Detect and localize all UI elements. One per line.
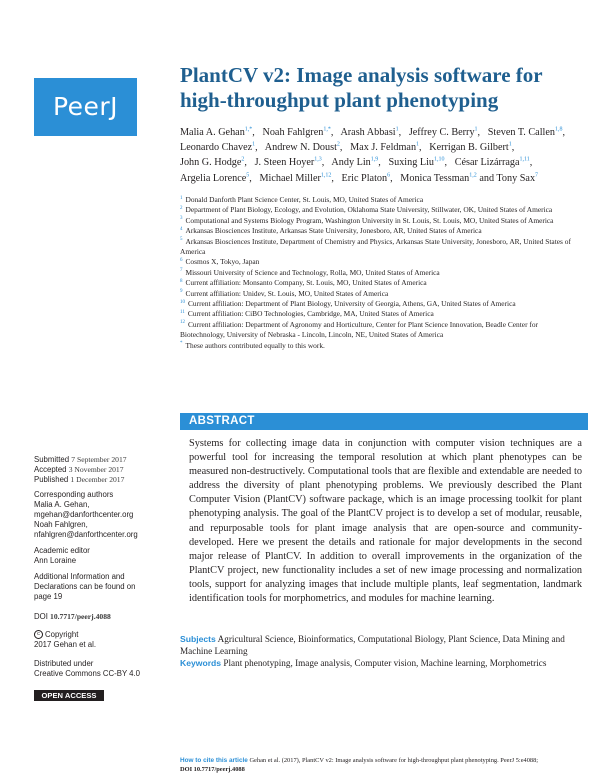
- affiliation-item: [180, 289, 580, 299]
- footer-doi[interactable]: DOI 10.7717/peerj.4088: [180, 765, 245, 773]
- citation-footer: [180, 757, 580, 774]
- abstract-heading: ABSTRACT: [189, 415, 255, 427]
- affiliation-number: 11: [180, 310, 185, 315]
- subjects-line: [180, 633, 580, 657]
- article-title: PlantCV v2: Image analysis software for high-throughput plant phenotyping: [180, 63, 543, 112]
- subjects-label: Subjects: [180, 634, 216, 644]
- author-name: John G. Hodge: [180, 157, 242, 169]
- affiliation-item: [180, 320, 580, 341]
- license-line-1: Distributed under: [34, 659, 94, 668]
- keywords-line: [180, 657, 580, 669]
- author-affiliation-marker: 1,3: [314, 157, 322, 164]
- author-affiliation-marker: 1: [395, 126, 399, 133]
- author-affiliation-marker: 2: [336, 141, 340, 148]
- corresponding-email-2[interactable]: nfahlgren@danforthcenter.org: [34, 530, 138, 539]
- author-affiliation-marker: 1,9: [370, 157, 379, 164]
- abstract-body: Systems for collecting image data in conjunction with computer vision techniques are a powerful tool for increasing the temporal resolution at which plant phenotypes can be measured non-destructively. Computational tools that are flexible and extendable are needed to address the diversity of plant phenotyping problems. We previously described the Plant Computer Vision (PlantCV) software package, which is an image processing toolkit for plant phenotyping analysis. The goal of the PlantCV project is to develop a set of modular, reusable, and repurposable tools for plant image analysis that are open-source and community-developed. Here we present the details and rationale for major developments in the second major release of PlantCV. In addition to overall improvements in the organization of the PlantCV project, new functionality includes a set of new image processing and normalization tools, support for analyzing images that include multiple plants, leaf segmentation, landmark identification tools for morphometrics, and modules for machine learning.: [189, 438, 582, 605]
- affiliation-number: 10: [180, 299, 185, 305]
- affiliation-text: Current affiliation: Monsanto Company, St. Louis, MO, United States of America: [185, 278, 427, 288]
- subjects-text: Agricultural Science, Bioinformatics, Computational Biology, Plant Science, Data Mining and Machine Learning: [180, 634, 565, 656]
- author-affiliation-marker: 1: [252, 141, 256, 148]
- author-name: Leonardo Chavez: [180, 142, 253, 154]
- affiliation-number: *: [180, 341, 183, 347]
- keywords-label: Keywords: [180, 658, 222, 668]
- author-affiliation-marker: 1: [474, 126, 478, 133]
- author-name: Eric Platon: [341, 172, 388, 184]
- author-name: Andrew N. Doust: [264, 142, 337, 154]
- author-name: Arash Abbasi: [340, 127, 396, 138]
- submitted-label: Submitted: [34, 455, 70, 464]
- copyright-label: Copyright: [45, 630, 79, 639]
- author-list: Malia A. Gehan$^{1,*}$, Noah Fahlgren$^{1,*}$, Arash Abbasi$^1$, Jeffrey C. Berry$^1$, Steven T. Callen$^{1,8}$, Leonardo Chavez$^1$, Andrew N. Doust$^2$, Max J. Feldman$^1$, Kerrigan B. Gilbert$^1$, John G. Hodge$^2$, J. Steen Hoyer$^{1,3}$, Andy Lin$^{1,9}$, Suxing Liu$^{1,10}$, César Lizárraga$^{1,11}$, Argelia Lorence$^5$, Michael Miller$^{1,12}$, Eric Platon$^6$, Monica Tessman$^{1,2}$ and Tony Sax$^7$: [180, 126, 571, 184]
- affiliation-number: 5: [180, 237, 183, 243]
- affiliation-number: 7: [180, 268, 183, 274]
- corresponding-author-1: Malia A. Gehan,: [34, 500, 90, 509]
- author-name: César Lizárraga: [454, 157, 520, 169]
- affiliation-number: 4: [180, 226, 183, 232]
- doi-line[interactable]: [34, 612, 174, 622]
- affiliation-text: Current affiliation: CiBO Technologies, Cambridge, MA, United States of America: [187, 309, 434, 319]
- author-affiliation-marker: 1,11: [519, 157, 530, 164]
- author-name: Argelia Lorence: [180, 172, 247, 184]
- peerj-logo-text: PeerJ: [52, 92, 119, 121]
- author-name: Suxing Liu: [388, 157, 435, 169]
- affiliation-item: [180, 299, 580, 309]
- affiliation-number: 1: [180, 195, 183, 201]
- affiliation-text: Department of Plant Biology, Ecology, and Evolution, Oklahoma State University, Stillwater, OK, United States of America: [185, 205, 553, 215]
- copyright-text: 2017 Gehan et al.: [34, 640, 96, 649]
- author-name: Malia A. Gehan: [180, 127, 245, 138]
- published-line: [34, 475, 174, 485]
- affiliation-text: Missouri University of Science and Technology, Rolla, MO, United States of America: [185, 267, 440, 277]
- copyright-icon: c: [34, 630, 43, 639]
- affiliation-number: 8: [180, 278, 183, 284]
- author-name: Kerrigan B. Gilbert: [429, 142, 509, 154]
- author-affiliation-marker: 1,*: [244, 126, 253, 133]
- affiliation-text: Cosmos X, Tokyo, Japan: [185, 257, 260, 267]
- copyright-line: [34, 630, 174, 640]
- author-name: J. Steen Hoyer: [254, 157, 315, 169]
- affiliation-item: [180, 216, 580, 226]
- additional-info[interactable]: Additional Information and Declarations can be found on page 19: [34, 572, 136, 601]
- author-name: Tony Sax: [496, 172, 536, 184]
- author-affiliation-marker: 6: [387, 172, 391, 179]
- affiliation-number: 3: [180, 216, 183, 222]
- author-name: Noah Fahlgren: [262, 127, 324, 138]
- editor-name: Ann Loraine: [34, 556, 77, 565]
- cite-label: How to cite this article: [180, 757, 248, 764]
- affiliation-item: [180, 268, 580, 278]
- affiliation-list: [180, 195, 580, 351]
- author-affiliation-marker: 7: [535, 172, 539, 179]
- author-affiliation-marker: 5: [246, 172, 250, 179]
- affiliation-item: [180, 237, 580, 258]
- author-affiliation-marker: 1,*: [323, 126, 331, 133]
- corresponding-author-2: Noah Fahlgren,: [34, 520, 88, 529]
- affiliation-number: 6: [180, 257, 183, 263]
- author-affiliation-marker: 1,8: [554, 126, 563, 133]
- accepted-date: 3 November 2017: [68, 465, 124, 474]
- affiliation-item: [180, 257, 580, 267]
- license-line-2[interactable]: Creative Commons CC-BY 4.0: [34, 669, 141, 678]
- author-name: Andy Lin: [331, 157, 371, 169]
- author-name: Max J. Feldman: [350, 142, 417, 154]
- affiliation-text: Arkansas Biosciences Institute, Arkansas State University, Jonesboro, AR, United States of America: [185, 226, 482, 236]
- keywords-text: Plant phenotyping, Image analysis, Computer vision, Machine learning, Morphometrics: [223, 658, 547, 668]
- author-affiliation-marker: 1,12: [320, 172, 332, 179]
- submitted-line: [34, 455, 174, 465]
- corresponding-email-1[interactable]: mgehan@danforthcenter.org: [34, 510, 134, 519]
- author-affiliation-marker: 1,2: [469, 172, 477, 179]
- corresponding-heading: Corresponding authors: [34, 490, 114, 499]
- affiliation-item: [180, 226, 580, 236]
- affiliation-number: 9: [180, 289, 183, 295]
- doi-label: DOI: [34, 612, 48, 621]
- author-affiliation-marker: 2: [241, 157, 245, 164]
- affiliation-text: Donald Danforth Plant Science Center, St. Louis, MO, United States of America: [185, 195, 424, 204]
- affiliation-item: [180, 309, 580, 319]
- affiliation-text: Current affiliation: Unidev, St. Louis, MO, United States of America: [185, 288, 389, 298]
- affiliation-text: Current affiliation: Department of Plant Biology, University of Georgia, Athens, GA, United States of America: [188, 299, 516, 309]
- accepted-line: [34, 465, 174, 475]
- submitted-date: 7 September 2017: [71, 455, 127, 464]
- cite-text: Gehan et al. (2017), PlantCV v2: Image analysis software for high-throughput plant phenotyping. PeerJ 5:e4088;: [249, 757, 539, 764]
- author-name: Monica Tessman: [400, 172, 470, 184]
- affiliation-number: 2: [180, 205, 183, 211]
- affiliation-item: [180, 278, 580, 288]
- author-and: and: [479, 172, 495, 184]
- affiliation-text: Arkansas Biosciences Institute, Department of Chemistry and Physics, Arkansas State University, Jonesboro, AR, United States of America: [180, 236, 571, 257]
- author-affiliation-marker: 1,10: [434, 157, 445, 164]
- affiliation-item: [180, 341, 580, 351]
- editor-heading: Academic editor: [34, 546, 90, 555]
- affiliation-item: [180, 195, 580, 205]
- open-access-badge: OPEN ACCESS: [34, 690, 104, 701]
- author-name: Michael Miller: [259, 172, 321, 184]
- author-name: Jeffrey C. Berry: [408, 127, 475, 138]
- author-affiliation-marker: 1: [416, 141, 420, 148]
- affiliation-text: Current affiliation: Department of Agronomy and Horticulture, Center for Plant Science Innovation, Beadle Center for Biotechnology, University of Nebraska - Lincoln, Lincoln, NE, United States of America: [180, 319, 538, 340]
- affiliation-number: 12: [180, 320, 185, 326]
- doi-value[interactable]: 10.7717/peerj.4088: [50, 612, 111, 621]
- affiliation-text: These authors contributed equally to this work.: [185, 340, 325, 350]
- accepted-label: Accepted: [34, 465, 67, 474]
- affiliation-item: [180, 205, 580, 215]
- affiliation-text: Computational and Systems Biology Program, Washington University in St. Louis, St. Louis, MO, United States of America: [185, 215, 554, 225]
- author-affiliation-marker: 1: [508, 141, 512, 148]
- author-name: Steven T. Callen: [487, 127, 555, 138]
- published-date: 1 December 2017: [70, 475, 125, 484]
- published-label: Published: [34, 475, 69, 484]
